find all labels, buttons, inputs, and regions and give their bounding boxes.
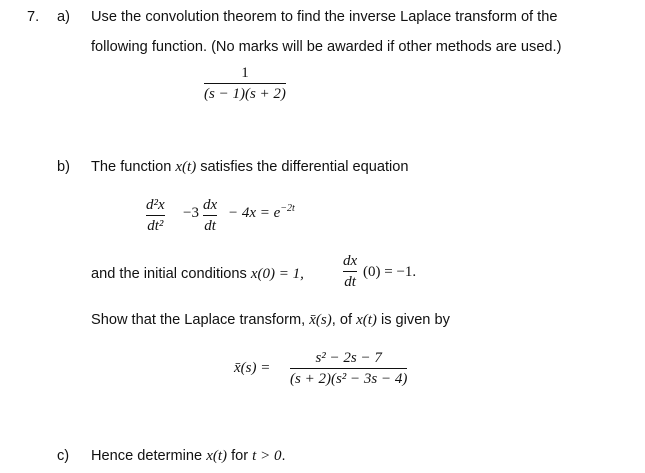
part-a-line2: following function. (No marks will be awarded if other methods are used.) — [91, 39, 562, 55]
part-c-pre: Hence determine — [91, 448, 207, 464]
part-b-label: b) — [57, 159, 70, 175]
part-c-fn: x(t) — [206, 448, 228, 464]
initial-conditions — [91, 265, 304, 283]
question-number: 7. — [27, 9, 40, 25]
part-a-line1: Use the convolution theorem to find the inverse Laplace transform of the — [91, 9, 558, 25]
ic-dx: dx — [343, 253, 358, 269]
de-second-derivative-bar — [146, 215, 165, 216]
part-c-label: c) — [57, 448, 70, 464]
part-b-intro — [91, 158, 409, 176]
de-d2x: d²x — [146, 197, 165, 213]
de-minus-three: −3 — [183, 205, 199, 221]
result-fraction — [290, 349, 407, 388]
part-b-intro-fn: x(t) — [175, 159, 197, 175]
part-a-fraction-numerator: 1 — [241, 65, 249, 81]
de-first-derivative-bar — [203, 215, 217, 216]
part-c-for: for — [227, 448, 253, 464]
result-denominator: (s + 2)(s² − 3s − 4) — [290, 371, 408, 387]
de-dt: dt — [204, 218, 216, 234]
part-b-intro-pre: The function — [91, 159, 176, 175]
show-pre: Show that the Laplace transform, — [91, 312, 310, 328]
show-mid: , of — [331, 312, 357, 328]
ic-derivative-bar — [343, 271, 357, 272]
result-numerator: s² − 2s − 7 — [315, 350, 382, 366]
part-a-fraction-bar — [204, 83, 286, 84]
de-exponent: −2t — [280, 203, 295, 214]
show-xt: x(t) — [356, 312, 377, 328]
ic-post: (0) = −1. — [363, 264, 417, 280]
de-dt2: dt² — [147, 218, 164, 234]
part-c-text — [91, 447, 286, 465]
show-xbar: x̄(s) — [309, 312, 332, 328]
de-second-derivative — [146, 196, 165, 235]
part-a-fraction — [204, 64, 286, 103]
show-that-line — [91, 311, 450, 329]
part-b-intro-post: satisfies the differential equation — [196, 159, 409, 175]
ic-pre: and the initial conditions — [91, 266, 251, 282]
ic-dt: dt — [344, 274, 356, 290]
part-c-condition: t > 0 — [252, 448, 282, 464]
de-rest-text: − 4x = e — [228, 205, 281, 221]
part-a-fraction-denominator: (s − 1)(s + 2) — [204, 86, 286, 102]
part-a-label: a) — [57, 9, 70, 25]
part-c-end: . — [281, 448, 286, 464]
de-dx: dx — [203, 197, 218, 213]
show-post: is given by — [376, 312, 450, 328]
result-fraction-bar — [290, 368, 407, 369]
result-lhs: x̄(s) = — [234, 360, 271, 376]
ic-derivative — [343, 252, 357, 291]
de-rest — [228, 205, 295, 222]
ic-x0: x(0) = 1, — [250, 266, 304, 282]
de-first-derivative — [203, 196, 217, 235]
